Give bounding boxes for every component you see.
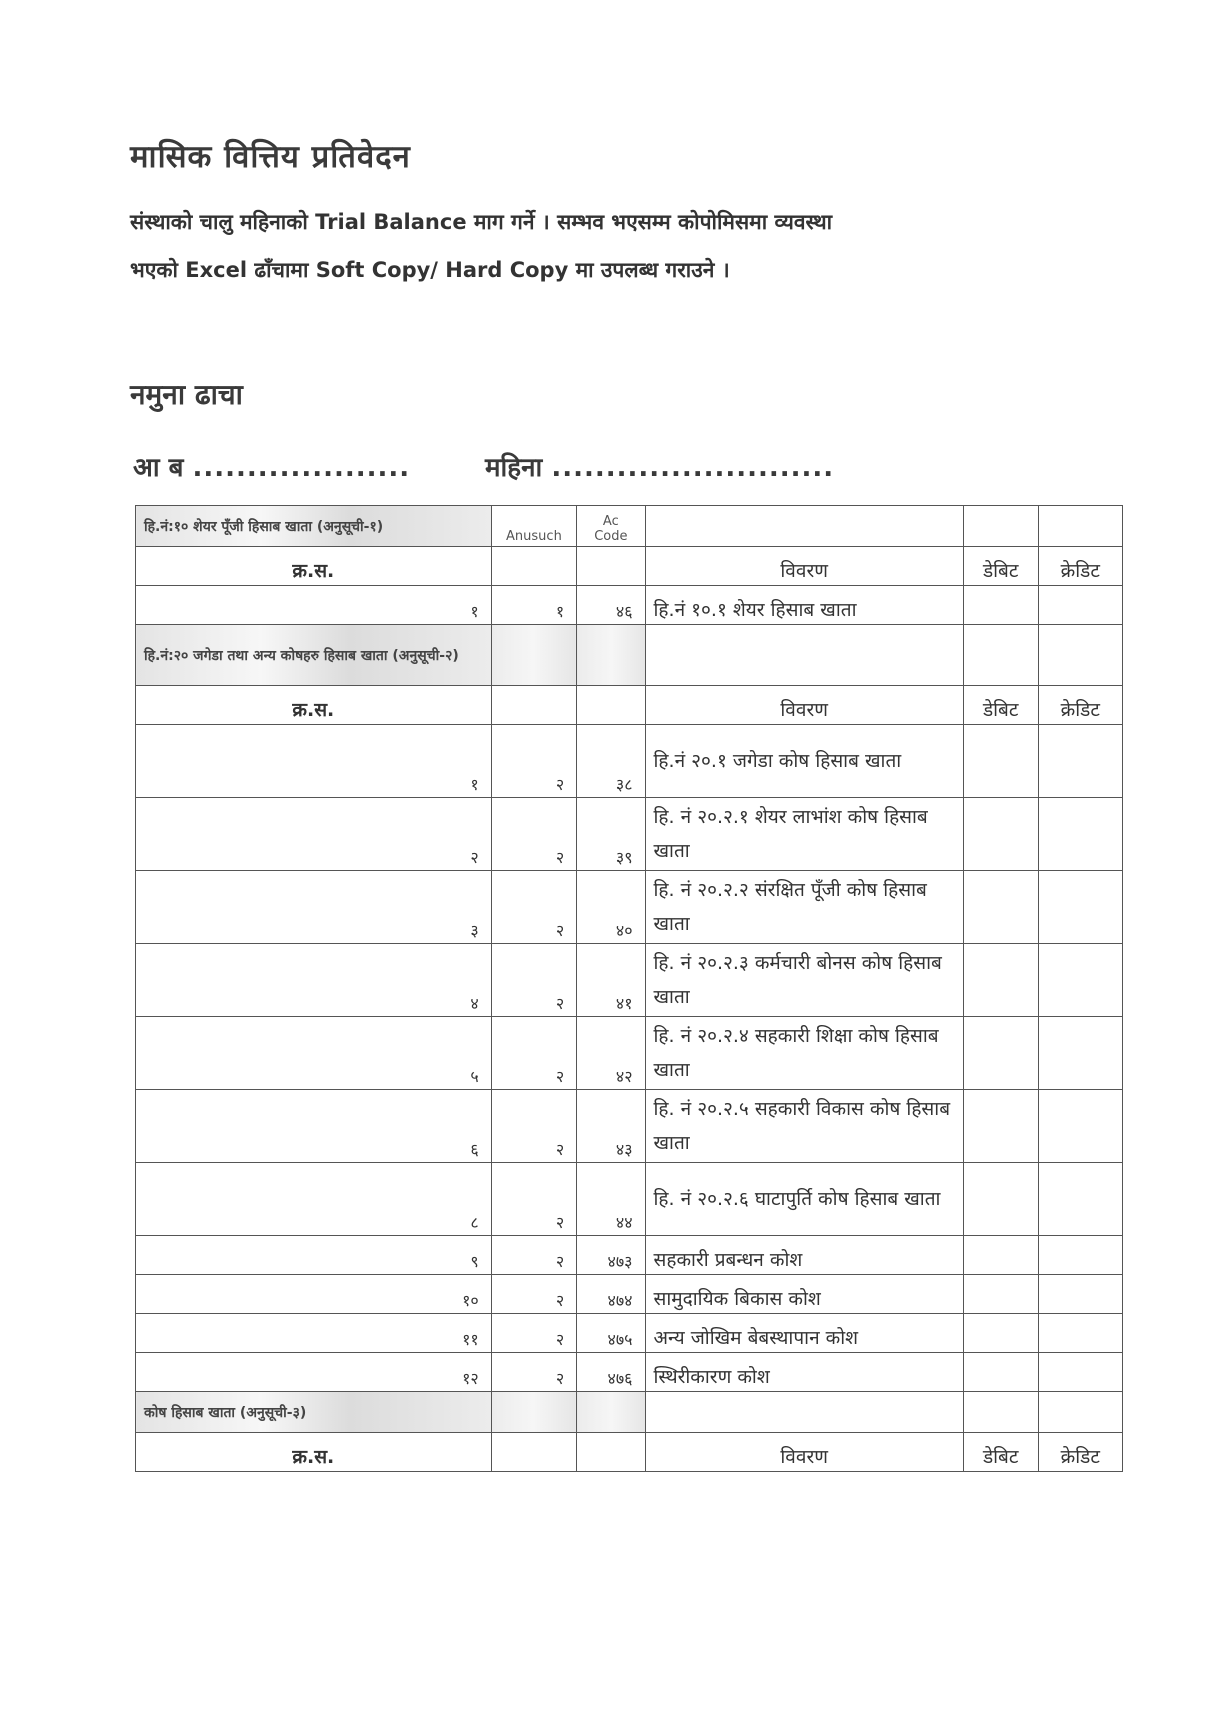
description-cell: हि. नं २०.२.३ कर्मचारी बोनस कोष हिसाब खाता <box>645 944 963 1017</box>
description-cell: सहकारी प्रबन्धन कोश <box>645 1236 963 1275</box>
sn-cell: १ <box>136 586 492 625</box>
table-row <box>136 1353 1123 1392</box>
debit-cell <box>963 1090 1038 1163</box>
credit-cell <box>1038 1163 1122 1236</box>
section-2-row <box>136 625 1123 686</box>
sn-header: क्र.स. <box>136 686 492 725</box>
anusuch-cell: २ <box>491 944 576 1017</box>
credit-cell <box>1038 725 1122 798</box>
description-cell: हि. नं २०.२.४ सहकारी शिक्षा कोष हिसाब खाता <box>645 1017 963 1090</box>
sn-cell: ४ <box>136 944 492 1017</box>
sn-cell: ९ <box>136 1236 492 1275</box>
sn-cell: २ <box>136 798 492 871</box>
table-row <box>136 871 1123 944</box>
table-row <box>136 586 1123 625</box>
credit-header: क्रेडिट <box>1038 686 1122 725</box>
description-cell: स्थिरीकारण कोश <box>645 1353 963 1392</box>
debit-cell <box>963 725 1038 798</box>
debit-cell <box>963 944 1038 1017</box>
month-blank: .......................... <box>551 453 835 483</box>
debit-header: डेबिट <box>963 547 1038 586</box>
ac-code-cell: ४२ <box>577 1017 645 1090</box>
ac-code-cell: ४७६ <box>577 1353 645 1392</box>
debit-cell <box>963 1314 1038 1353</box>
period-line <box>133 448 835 484</box>
anusuch-cell: २ <box>491 1090 576 1163</box>
credit-header: क्रेडिट <box>1038 1433 1122 1472</box>
sn-cell: ५ <box>136 1017 492 1090</box>
section-1-title: हि.नं:१० शेयर पूँजी हिसाब खाता (अनुसूची-१) <box>136 506 492 547</box>
debit-cell <box>963 1275 1038 1314</box>
ac-code-cell: ३८ <box>577 725 645 798</box>
credit-cell <box>1038 871 1122 944</box>
table-row <box>136 1275 1123 1314</box>
fiscal-year-blank: .................... <box>192 453 411 483</box>
table-row <box>136 1314 1123 1353</box>
sn-cell: ६ <box>136 1090 492 1163</box>
header-row <box>136 547 1123 586</box>
description-cell: हि.नं १०.१ शेयर हिसाब खाता <box>645 586 963 625</box>
header-row <box>136 1433 1123 1472</box>
anusuch-cell: २ <box>491 1314 576 1353</box>
header-row <box>136 686 1123 725</box>
sn-cell: १० <box>136 1275 492 1314</box>
credit-cell <box>1038 798 1122 871</box>
table-row <box>136 725 1123 798</box>
debit-cell <box>963 1163 1038 1236</box>
debit-header: डेबिट <box>963 686 1038 725</box>
section-2-title: हि.नं:२० जगेडा तथा अन्य कोषहरु हिसाब खाता (अनुसूची-२) <box>136 625 492 686</box>
trial-balance-table <box>135 505 1123 1472</box>
instruction-line-2: भएको Excel ढाँचामा Soft Copy/ Hard Copy मा उपलब्ध गराउने । <box>130 258 730 282</box>
ac-code-column-header: Ac Code <box>577 506 645 547</box>
sn-header: क्र.स. <box>136 547 492 586</box>
ac-code-cell: ३९ <box>577 798 645 871</box>
sn-header: क्र.स. <box>136 1433 492 1472</box>
ac-code-cell: ४४ <box>577 1163 645 1236</box>
debit-header: डेबिट <box>963 1433 1038 1472</box>
ac-code-cell: ४३ <box>577 1090 645 1163</box>
description-cell: हि. नं २०.२.१ शेयर लाभांश कोष हिसाब खाता <box>645 798 963 871</box>
credit-cell <box>1038 944 1122 1017</box>
sn-cell: ११ <box>136 1314 492 1353</box>
ac-code-cell: ४७३ <box>577 1236 645 1275</box>
report-title: मासिक वित्तिय प्रतिवेदन <box>130 139 411 175</box>
debit-cell <box>963 798 1038 871</box>
anusuch-cell: २ <box>491 798 576 871</box>
description-cell: हि. नं २०.२.२ संरक्षित पूँजी कोष हिसाब खाता <box>645 871 963 944</box>
anusuch-cell: २ <box>491 1275 576 1314</box>
table-row <box>136 1163 1123 1236</box>
credit-cell <box>1038 1236 1122 1275</box>
ac-code-cell: ४० <box>577 871 645 944</box>
section-3-row <box>136 1392 1123 1433</box>
ac-code-cell: ४६ <box>577 586 645 625</box>
description-header: विवरण <box>645 547 963 586</box>
anusuch-cell: २ <box>491 871 576 944</box>
description-cell: सामुदायिक बिकास कोश <box>645 1275 963 1314</box>
table-row <box>136 944 1123 1017</box>
credit-cell <box>1038 1017 1122 1090</box>
debit-cell <box>963 586 1038 625</box>
debit-cell <box>963 1236 1038 1275</box>
debit-cell <box>963 1353 1038 1392</box>
anusuch-cell: २ <box>491 1236 576 1275</box>
anusuch-cell: २ <box>491 1353 576 1392</box>
credit-header: क्रेडिट <box>1038 547 1122 586</box>
anusuch-cell: १ <box>491 586 576 625</box>
debit-cell <box>963 1017 1038 1090</box>
anusuch-cell: २ <box>491 1017 576 1090</box>
credit-cell <box>1038 1314 1122 1353</box>
debit-cell <box>963 871 1038 944</box>
credit-cell <box>1038 1275 1122 1314</box>
credit-cell <box>1038 1090 1122 1163</box>
table-row <box>136 1090 1123 1163</box>
anusuch-column-header: Anusuch <box>491 506 576 547</box>
description-cell: हि. नं २०.२.६ घाटापुर्ति कोष हिसाब खाता <box>645 1163 963 1236</box>
description-header: विवरण <box>645 686 963 725</box>
table-row <box>136 798 1123 871</box>
description-cell: हि. नं २०.२.५ सहकारी विकास कोष हिसाब खाता <box>645 1090 963 1163</box>
credit-cell <box>1038 1353 1122 1392</box>
instruction-line-1: संस्थाको चालु महिनाको Trial Balance माग गर्ने । सम्भव भएसम्म कोपोमिसमा व्यवस्था <box>130 210 833 234</box>
table-row <box>136 1017 1123 1090</box>
sn-cell: ३ <box>136 871 492 944</box>
anusuch-cell: २ <box>491 725 576 798</box>
anusuch-cell: २ <box>491 1163 576 1236</box>
sn-cell: ८ <box>136 1163 492 1236</box>
month-field <box>485 448 834 484</box>
table-row <box>136 1236 1123 1275</box>
section-3-title: कोष हिसाब खाता (अनुसूची-३) <box>136 1392 492 1433</box>
description-cell: अन्य जोखिम बेबस्थापान कोश <box>645 1314 963 1353</box>
credit-cell <box>1038 586 1122 625</box>
ac-code-cell: ४७४ <box>577 1275 645 1314</box>
section-1-row <box>136 506 1123 547</box>
description-cell: हि.नं २०.१ जगेडा कोष हिसाब खाता <box>645 725 963 798</box>
ac-code-cell: ४१ <box>577 944 645 1017</box>
fiscal-year-label: आ ब <box>133 453 184 483</box>
month-label: महिना <box>485 453 543 483</box>
sample-format-heading: नमुना ढाचा <box>130 378 243 411</box>
description-header: विवरण <box>645 1433 963 1472</box>
sn-cell: १२ <box>136 1353 492 1392</box>
ac-code-cell: ४७५ <box>577 1314 645 1353</box>
sn-cell: १ <box>136 725 492 798</box>
